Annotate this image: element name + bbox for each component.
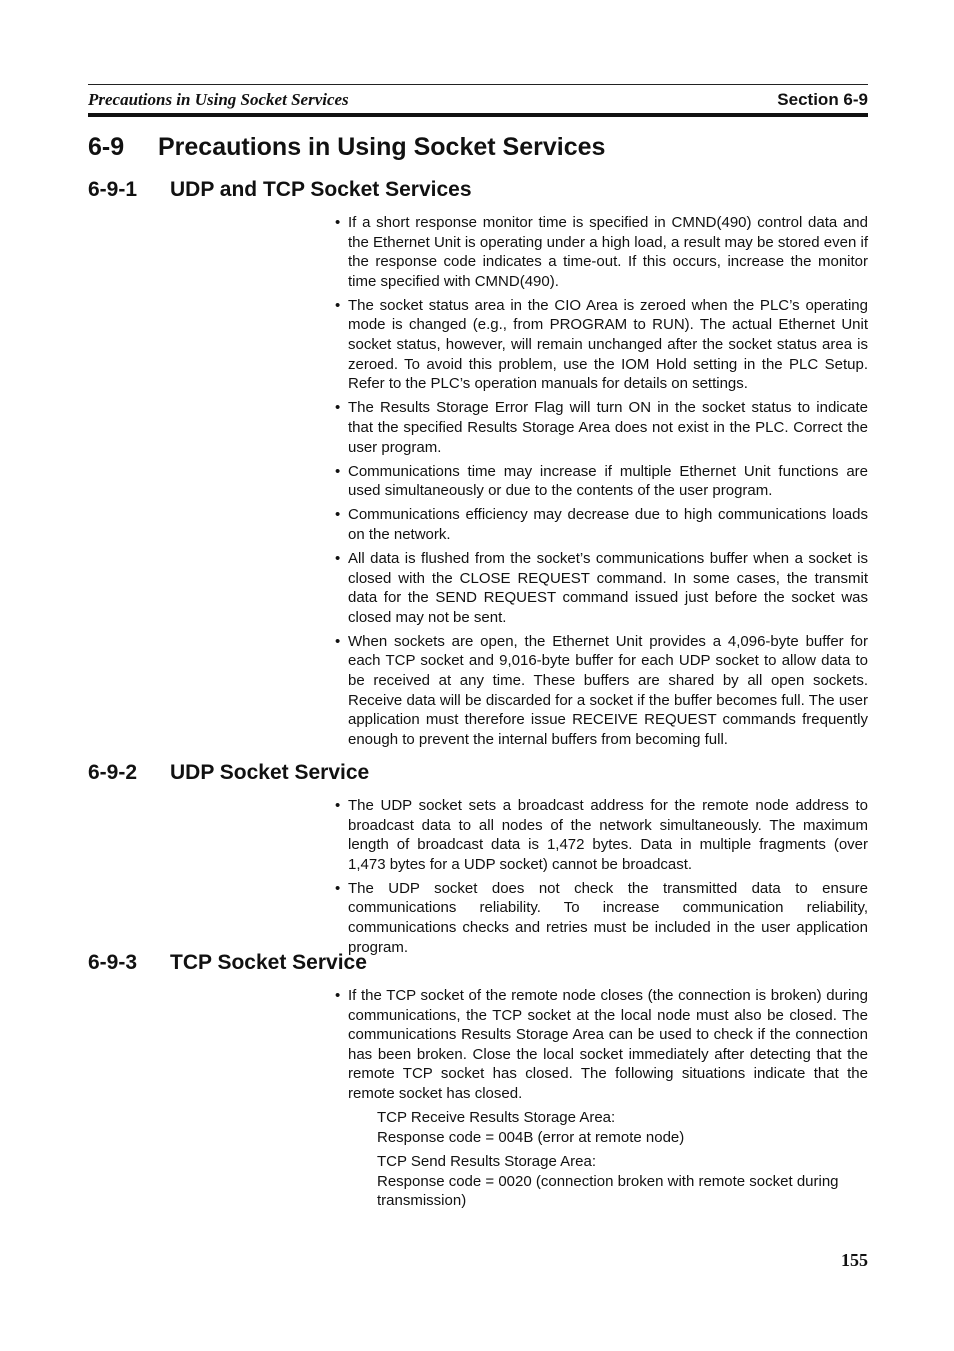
bullet-item: • Communications efficiency may decrease due to high communications loads on the network. [335,505,868,544]
section-heading-6-9-3 [88,951,367,975]
page-title-text: Precautions in Using Socket Services [158,133,606,161]
section-body-6-9-3 [335,986,868,1216]
result-area: TCP Send Results Storage Area: [377,1153,597,1171]
section-title: UDP Socket Service [170,761,370,784]
section-body-6-9-1 [335,213,868,754]
bullet-item: • Communications time may increase if multiple Ethernet Unit functions are used simultaneously or due to the contents of the user program. [335,462,868,501]
result-area: TCP Receive Results Storage Area: [377,1109,616,1127]
result-code: Response code = 004B (error at remote node) [377,1128,685,1146]
bullet-item: • The UDP socket does not check the transmitted data to ensure communications reliability. To increase communication reliability, communications checks and retries must be included in the user application program. [335,879,868,957]
header-top-rule [88,84,868,85]
bullet-item: • All data is flushed from the socket’s communications buffer when a socket is closed with the CLOSE REQUEST command. In some cases, the transmit data for the SEND REQUEST command issued just before the socket was closed may not be sent. [335,549,868,627]
section-number: 6-9-3 [88,951,138,974]
bullet-item: • When sockets are open, the Ethernet Unit provides a 4,096-byte buffer for each TCP socket and 9,016-byte buffer for each UDP socket to allow data to be received at any time. These buffers are shared by all open sockets. Receive data will be discarded for a socket if the buffer becomes full. The user application must therefore issue RECEIVE REQUEST commands frequently enough to prevent the internal buffers from becoming full. [335,632,868,750]
result-case [377,1152,868,1211]
header-bottom-rule [88,113,868,117]
bullet-item: • The socket status area in the CIO Area is zeroed when the PLC’s operating mode is changed (e.g., from PROGRAM to RUN). The actual Ethernet Unit socket status, however, will remain unchanged after the socket status area is zeroed. To avoid this problem, use the IOM Hold setting in the PLC Setup. Refer to the PLC’s operation manuals for details on settings. [335,296,868,394]
page-title [88,133,605,162]
section-number: 6-9-1 [88,178,138,201]
running-header-section: Section 6-9 [777,90,868,109]
result-code: Response code = 0020 (connection broken with remote socket during transmission) [377,1172,839,1210]
running-header-title: Precautions in Using Socket Services [88,90,349,109]
section-heading-6-9-2 [88,761,369,785]
bullet-item: • The Results Storage Error Flag will turn ON in the socket status to indicate that the specified Results Storage Area does not exist in the PLC. Correct the user program. [335,398,868,457]
result-cases [377,1108,868,1211]
section-heading-6-9-1 [88,178,472,202]
page-number: 155 [841,1250,868,1270]
result-case [377,1108,868,1147]
section-title: TCP Socket Service [170,951,367,974]
bullet-item: • If the TCP socket of the remote node closes (the connection is broken) during communications, the TCP socket at the local node must also be closed. The communications Results Storage Area can be used to check if the connection has been broken. Close the local socket immediately after detecting that the remote TCP socket has closed. The following situations indicate that the remote socket has closed. [335,986,868,1104]
bullet-item: • If a short response monitor time is specified in CMND(490) control data and the Ethernet Unit is operating under a high load, a result may be stored even if the response code indicates a time-out. If this occurs, increase the monitor time specified with CMND(490). [335,213,868,291]
bullet-item: • The UDP socket sets a broadcast address for the remote node address to broadcast data to all nodes of the network simultaneously. The maximum length of broadcast data is 1,472 bytes. Data in multiple fragments (over 1,473 bytes for a UDP socket) cannot be broadcast. [335,796,868,874]
page-title-number: 6-9 [88,133,125,161]
section-body-6-9-2 [335,796,868,962]
section-number: 6-9-2 [88,761,138,784]
section-title: UDP and TCP Socket Services [170,178,472,201]
